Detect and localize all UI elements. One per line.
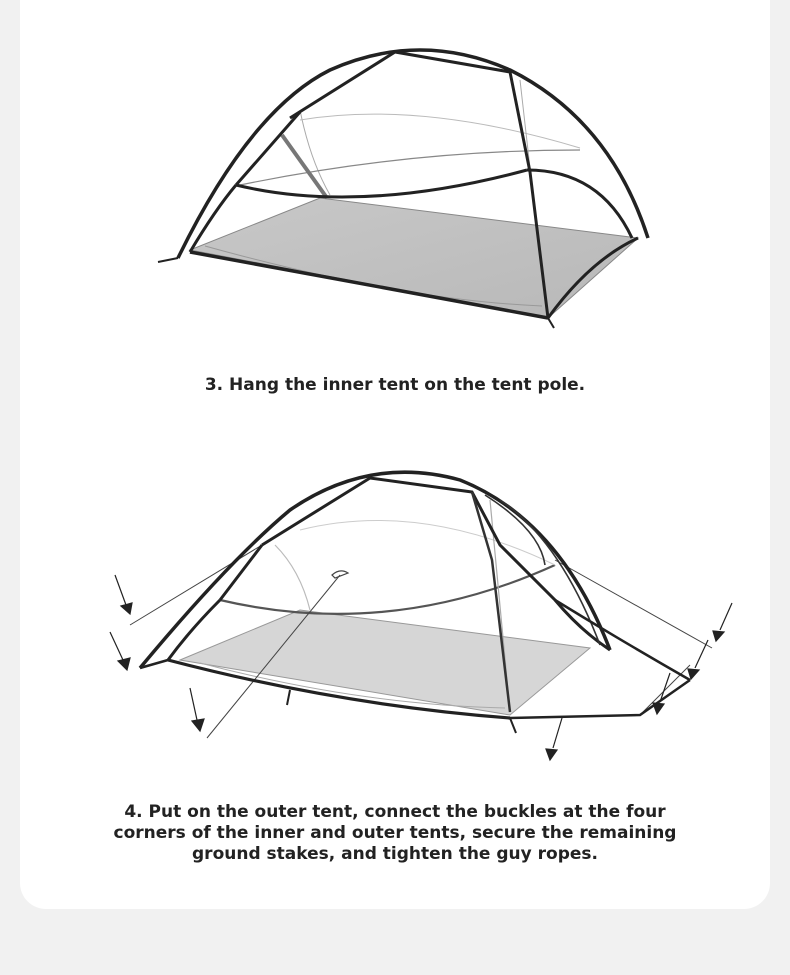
guy-rope (130, 545, 262, 625)
guy-rope (640, 665, 690, 715)
step-4-caption: 4. Put on the outer tent, connect the buckles at the four corners of the inner and outer tents, secure the remaining ground stakes, and tighten the guy ropes. (113, 802, 677, 864)
step-3-caption: 3. Hang the inner tent on the tent pole. (204, 375, 586, 395)
guy-rope (555, 560, 712, 648)
